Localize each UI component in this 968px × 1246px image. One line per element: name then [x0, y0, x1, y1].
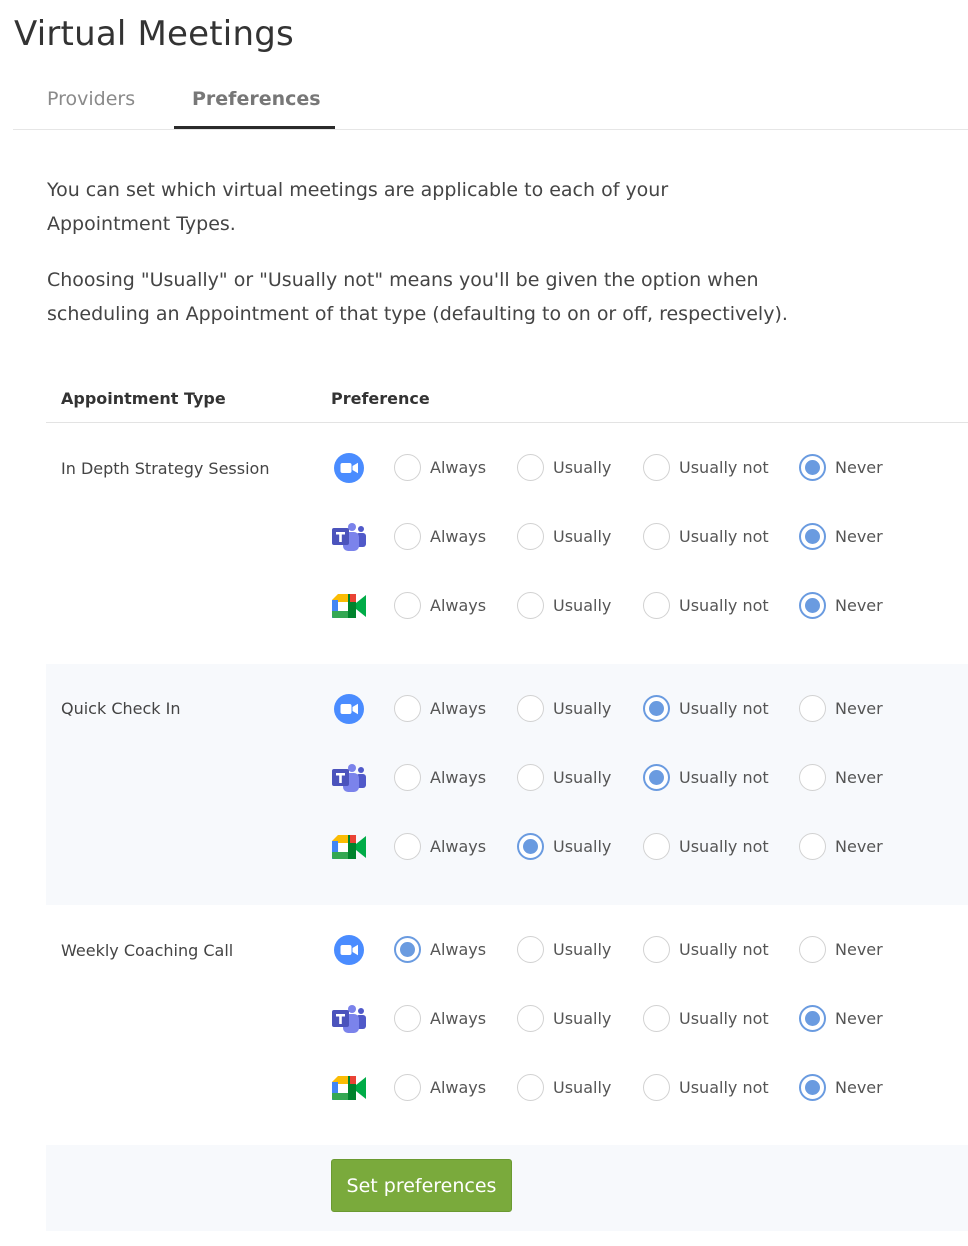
radio-option-usually-not[interactable] [643, 935, 769, 963]
radio-label: Always [430, 698, 487, 718]
teams-icon [330, 761, 368, 795]
radio-option-always[interactable] [394, 1004, 486, 1032]
radio-option-usually[interactable] [517, 453, 611, 481]
zoom-icon [330, 933, 368, 967]
radio-button[interactable] [799, 1074, 826, 1101]
radio-option-always[interactable] [394, 453, 486, 481]
radio-label: Always [430, 526, 487, 546]
set-preferences-button[interactable]: Set preferences [331, 1159, 512, 1212]
radio-button[interactable] [517, 523, 544, 550]
radio-option-usually-not[interactable] [643, 832, 769, 860]
appointment-type-name: Weekly Coaching Call [61, 941, 234, 960]
radio-button[interactable] [394, 1074, 421, 1101]
radio-label: Usually [553, 526, 612, 546]
radio-option-usually-not[interactable] [643, 1004, 769, 1032]
radio-button[interactable] [643, 1074, 670, 1101]
google-meet-icon [330, 589, 368, 623]
teams-icon [330, 520, 368, 554]
teams-icon [330, 1002, 368, 1036]
radio-button[interactable] [517, 936, 544, 963]
radio-button[interactable] [643, 936, 670, 963]
radio-label: Usually not [679, 836, 769, 856]
preference-row-microsoft-teams [46, 998, 968, 1038]
radio-button[interactable] [394, 833, 421, 860]
appointment-group-weekly-coaching-call [46, 905, 968, 1145]
radio-label: Usually [553, 939, 612, 959]
radio-option-never[interactable] [799, 935, 883, 963]
radio-option-usually-not[interactable] [643, 453, 769, 481]
radio-label: Usually [553, 1077, 612, 1097]
radio-label: Never [835, 595, 883, 615]
radio-button[interactable] [643, 454, 670, 481]
radio-button[interactable] [643, 592, 670, 619]
radio-label: Never [835, 457, 883, 477]
radio-option-always[interactable] [394, 591, 486, 619]
tab-bar [13, 76, 968, 130]
google-meet-icon [330, 830, 368, 864]
preference-row-zoom [46, 929, 968, 969]
column-header-preference: Preference [331, 389, 430, 408]
preference-row-zoom [46, 688, 968, 728]
radio-button[interactable] [643, 764, 670, 791]
radio-button[interactable] [517, 454, 544, 481]
active-tab-indicator [174, 126, 335, 129]
radio-label: Always [430, 595, 487, 615]
radio-label: Usually not [679, 1077, 769, 1097]
radio-option-never[interactable] [799, 694, 883, 722]
radio-button[interactable] [799, 592, 826, 619]
radio-button[interactable] [517, 695, 544, 722]
radio-label: Always [430, 1077, 487, 1097]
radio-label: Usually not [679, 457, 769, 477]
preference-row-google-meet [46, 1067, 968, 1107]
zoom-icon [330, 692, 368, 726]
radio-option-never[interactable] [799, 1004, 883, 1032]
radio-button[interactable] [799, 833, 826, 860]
radio-label: Usually not [679, 526, 769, 546]
radio-button[interactable] [799, 764, 826, 791]
radio-label: Always [430, 836, 487, 856]
radio-button[interactable] [643, 1005, 670, 1032]
radio-button[interactable] [799, 523, 826, 550]
radio-option-never[interactable] [799, 832, 883, 860]
appointment-type-name: Quick Check In [61, 699, 181, 718]
radio-button[interactable] [394, 454, 421, 481]
radio-label: Never [835, 767, 883, 787]
appointment-type-name: In Depth Strategy Session [61, 459, 270, 478]
radio-label: Usually [553, 595, 612, 615]
radio-option-always[interactable] [394, 1073, 486, 1101]
description-paragraph-2: Choosing "Usually" or "Usually not" means you'll be given the option when scheduling an Appointment of that type (defaulting to on or off, respectively). [47, 269, 788, 325]
appointment-group-quick-check-in [46, 664, 968, 905]
radio-option-never[interactable] [799, 763, 883, 791]
radio-button[interactable] [394, 936, 421, 963]
preference-row-google-meet [46, 585, 968, 625]
radio-button[interactable] [799, 936, 826, 963]
radio-button[interactable] [517, 764, 544, 791]
radio-option-usually[interactable] [517, 591, 611, 619]
radio-option-usually[interactable] [517, 935, 611, 963]
tab-providers[interactable]: Providers [47, 88, 136, 110]
radio-label: Usually not [679, 698, 769, 718]
radio-label: Usually [553, 1008, 612, 1028]
tab-preferences[interactable]: Preferences [192, 88, 321, 110]
radio-label: Usually not [679, 767, 769, 787]
radio-option-never[interactable] [799, 522, 883, 550]
radio-button[interactable] [799, 454, 826, 481]
radio-label: Usually [553, 767, 612, 787]
radio-button[interactable] [394, 1005, 421, 1032]
radio-button[interactable] [799, 1005, 826, 1032]
radio-label: Never [835, 1008, 883, 1028]
radio-label: Usually [553, 836, 612, 856]
radio-label: Never [835, 939, 883, 959]
radio-option-always[interactable] [394, 522, 486, 550]
zoom-icon [330, 451, 368, 485]
radio-option-usually[interactable] [517, 1073, 611, 1101]
radio-label: Usually not [679, 939, 769, 959]
appointment-group-in-depth-strategy-session [46, 423, 968, 664]
radio-label: Usually [553, 698, 612, 718]
radio-button[interactable] [394, 764, 421, 791]
radio-label: Never [835, 1077, 883, 1097]
radio-label: Never [835, 526, 883, 546]
radio-option-never[interactable] [799, 1073, 883, 1101]
radio-label: Never [835, 698, 883, 718]
column-header-appointment-type: Appointment Type [61, 389, 226, 408]
radio-option-usually[interactable] [517, 522, 611, 550]
radio-button[interactable] [394, 695, 421, 722]
radio-option-always[interactable] [394, 935, 486, 963]
radio-option-always[interactable] [394, 763, 486, 791]
radio-option-usually-not[interactable] [643, 763, 769, 791]
radio-option-usually-not[interactable] [643, 694, 769, 722]
radio-label: Usually [553, 457, 612, 477]
radio-button[interactable] [517, 592, 544, 619]
radio-option-usually-not[interactable] [643, 1073, 769, 1101]
radio-label: Usually not [679, 595, 769, 615]
radio-button[interactable] [643, 833, 670, 860]
radio-button[interactable] [643, 523, 670, 550]
preference-row-google-meet [46, 826, 968, 866]
preference-row-zoom [46, 447, 968, 487]
radio-option-always[interactable] [394, 832, 486, 860]
radio-button[interactable] [517, 1074, 544, 1101]
radio-label: Always [430, 939, 487, 959]
radio-label: Always [430, 457, 487, 477]
radio-option-usually[interactable] [517, 1004, 611, 1032]
radio-option-usually[interactable] [517, 694, 611, 722]
radio-button[interactable] [517, 833, 544, 860]
radio-option-usually-not[interactable] [643, 522, 769, 550]
radio-button[interactable] [394, 523, 421, 550]
radio-option-always[interactable] [394, 694, 486, 722]
page-title: Virtual Meetings [14, 14, 294, 54]
radio-option-never[interactable] [799, 591, 883, 619]
radio-label: Usually not [679, 1008, 769, 1028]
preference-row-microsoft-teams [46, 757, 968, 797]
radio-button[interactable] [643, 695, 670, 722]
radio-option-usually[interactable] [517, 763, 611, 791]
radio-label: Always [430, 1008, 487, 1028]
description-paragraph-1: You can set which virtual meetings are applicable to each of your Appointment Types. [47, 179, 669, 235]
radio-option-never[interactable] [799, 453, 883, 481]
radio-label: Never [835, 836, 883, 856]
radio-button[interactable] [799, 695, 826, 722]
preference-row-microsoft-teams [46, 516, 968, 556]
google-meet-icon [330, 1071, 368, 1105]
radio-label: Always [430, 767, 487, 787]
radio-option-usually[interactable] [517, 832, 611, 860]
form-footer [46, 1145, 968, 1231]
radio-button[interactable] [517, 1005, 544, 1032]
radio-option-usually-not[interactable] [643, 591, 769, 619]
radio-button[interactable] [394, 592, 421, 619]
